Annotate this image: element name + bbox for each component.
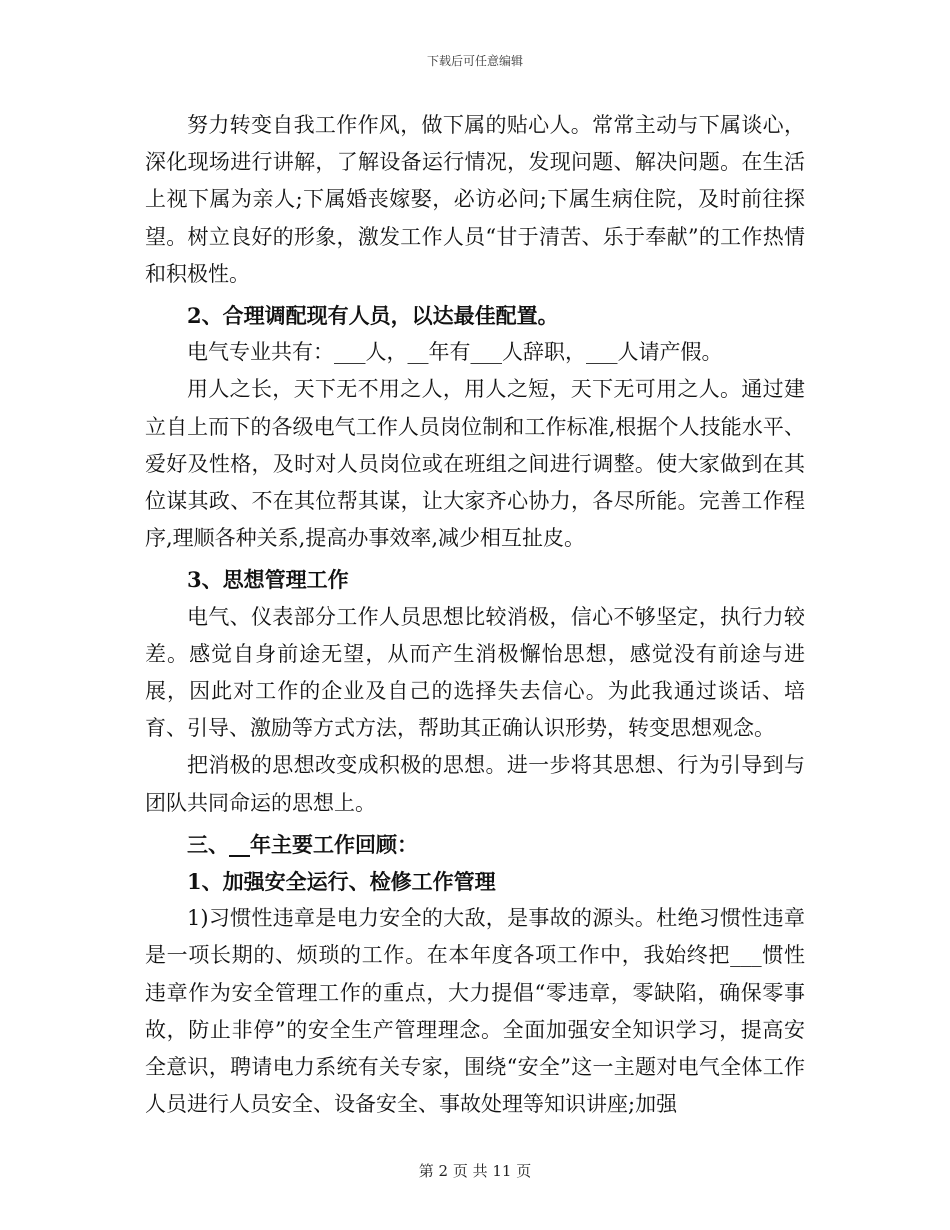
heading-staff-allocation: 2、合理调配现有人员，以达最佳配置。: [187, 303, 559, 329]
paragraph-habitual-violation: 1)习惯性违章是电力安全的大敌，是事故的源头。杜绝习惯性违章是一项长期的、烦琐的工作。在本年度各项工作中，我始终把___惯性违章作为安全管理工作的重点，大力提倡“零违章，零缺陷，确保零事故，防止非停”的安全生产管理理念。全面加强安全知识学习，提高安全意识，聘请电力系统有关专家，围绕“安全”这一主题对电气全体工作人员进行人员安全、设备安全、事故处理等知识讲座;加强: [145, 906, 805, 1117]
heading-safety-management: 1、加强安全运行、检修工作管理: [187, 869, 496, 895]
paragraph-staff-count: 电气专业共有：___人，__年有___人辞职，___人请产假。: [187, 340, 723, 365]
document-body: [145, 107, 805, 1123]
page-footer: 第 2 页 共 11 页: [418, 1162, 532, 1180]
paragraph-negative-thinking: 电气、仪表部分工作人员思想比较消极，信心不够坚定，执行力较差。感觉自身前途无望，从而产生消极懈怡思想，感觉没有前途与进展，因此对工作的企业及自己的选择失去信心。为此我通过谈话、培育、引导、激励等方式方法，帮助其正确认识形势，转变思想观念。: [145, 604, 805, 741]
heading-year-review: 三、__年主要工作回顾：: [187, 831, 418, 857]
paragraph-use-strengths: 用人之长，天下无不用之人，用人之短，天下无可用之人。通过建立自上而下的各级电气工作人员岗位制和工作标准,根据个人技能水平、爱好及性格，及时对人员岗位或在班组之间进行调整。使大家做到在其位谋其政、不在其位帮其谋，让大家齐心协力，各尽所能。完善工作程序,理顺各种关系,提高办事效率,减少相互扯皮。: [145, 377, 805, 551]
paragraph-positive-thinking: 把消极的思想改变成积极的思想。进一步将其思想、行为引导到与团队共同命运的思想上。: [145, 753, 805, 815]
paragraph-work-style: 努力转变自我工作作风，做下属的贴心人。常常主动与下属谈心，深化现场进行讲解，了解设备运行情况，发现问题、解决问题。在生活上视下属为亲人;下属婚丧嫁娶，必访必问;下属生病住院，及时前往探望。树立良好的形象，激发工作人员“甘于清苦、乐于奉献”的工作热情和积极性。: [145, 113, 805, 286]
heading-thought-management: 3、思想管理工作: [187, 567, 349, 593]
page-header: 下载后可任意编辑: [426, 54, 523, 68]
